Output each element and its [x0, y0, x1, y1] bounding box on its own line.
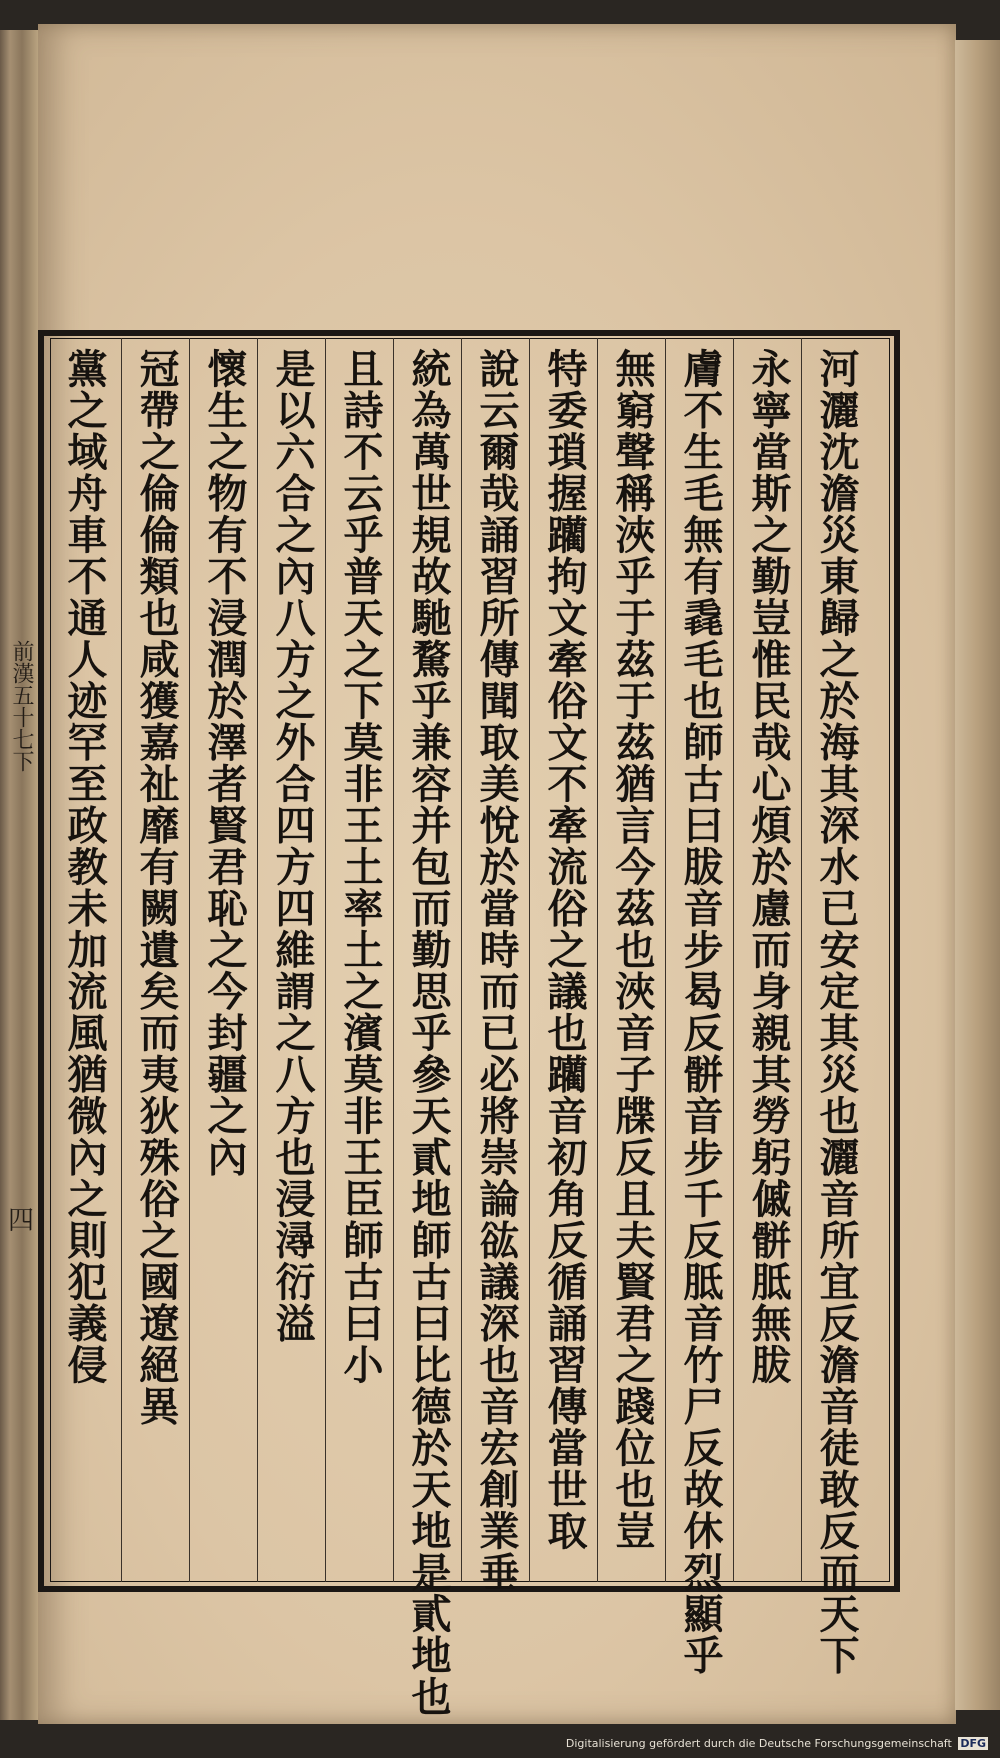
margin-title: 前漢五十七下: [9, 640, 34, 772]
text-column-3: 膚不生毛無有毳毛也師古曰胈音步曷反骿音步千反胝音竹尸反故休烈顯乎: [677, 348, 724, 1676]
text-column-12: 黨之域舟車不通人迹罕至政教未加流風猶微內之則犯義侵: [61, 348, 108, 1386]
dfg-logo: DFG: [960, 1737, 986, 1750]
column-rule: [257, 338, 258, 1582]
column-rule: [665, 338, 666, 1582]
text-column-1: 河灑沈澹災東歸之於海其深水已安定其災也灑音所宜反澹音徒敢反而天下: [813, 348, 860, 1676]
footer-text: Digitalisierung gefördert durch die Deutsche Forschungsgemeinschaft: [565, 1737, 952, 1750]
column-rule: [801, 338, 802, 1582]
column-rule: [189, 338, 190, 1582]
column-rule: [121, 338, 122, 1582]
text-column-9: 是以六合之內八方之外合四方四維謂之八方也浸潯衍溢: [269, 348, 316, 1344]
column-rule: [529, 338, 530, 1582]
column-rule: [393, 338, 394, 1582]
column-rule: [461, 338, 462, 1582]
column-rule: [733, 338, 734, 1582]
text-column-4: 無窮聲稱浹乎于茲于茲猶言今茲也浹音子牒反且夫賢君之踐位也豈: [609, 348, 656, 1552]
text-column-10: 懷生之物有不浸潤於澤者賢君恥之今封疆之內: [201, 348, 248, 1178]
column-rule: [597, 338, 598, 1582]
text-column-6: 說云爾哉誦習所傳聞取美悅於當時而已必將崇論谹議深也音宏創業垂: [473, 348, 520, 1593]
text-column-11: 冠帶之倫倫類也咸獲嘉祉靡有闕遺矣而夷狄殊俗之國遼絕異: [133, 348, 180, 1427]
folio-number: 四: [8, 1206, 35, 1236]
column-rule: [325, 338, 326, 1582]
text-column-7: 統為萬世規故馳騖乎兼容并包而勤思乎參天貳地師古曰比德於天地是貳地也: [405, 348, 452, 1718]
text-column-2: 永寧當斯之勤豈惟民哉心煩於慮而身親其勞躬傶骿胝無胈: [745, 348, 792, 1386]
text-column-5: 特委瑣握躪拘文牽俗文不牽流俗之議也躪音初角反循誦習傳當世取: [541, 348, 588, 1552]
footer-credit: [566, 1737, 988, 1750]
margin-title-strip: [6, 640, 40, 1060]
text-column-8: 且詩不云乎普天之下莫非王土率土之濱莫非王臣師古曰小: [337, 348, 384, 1386]
